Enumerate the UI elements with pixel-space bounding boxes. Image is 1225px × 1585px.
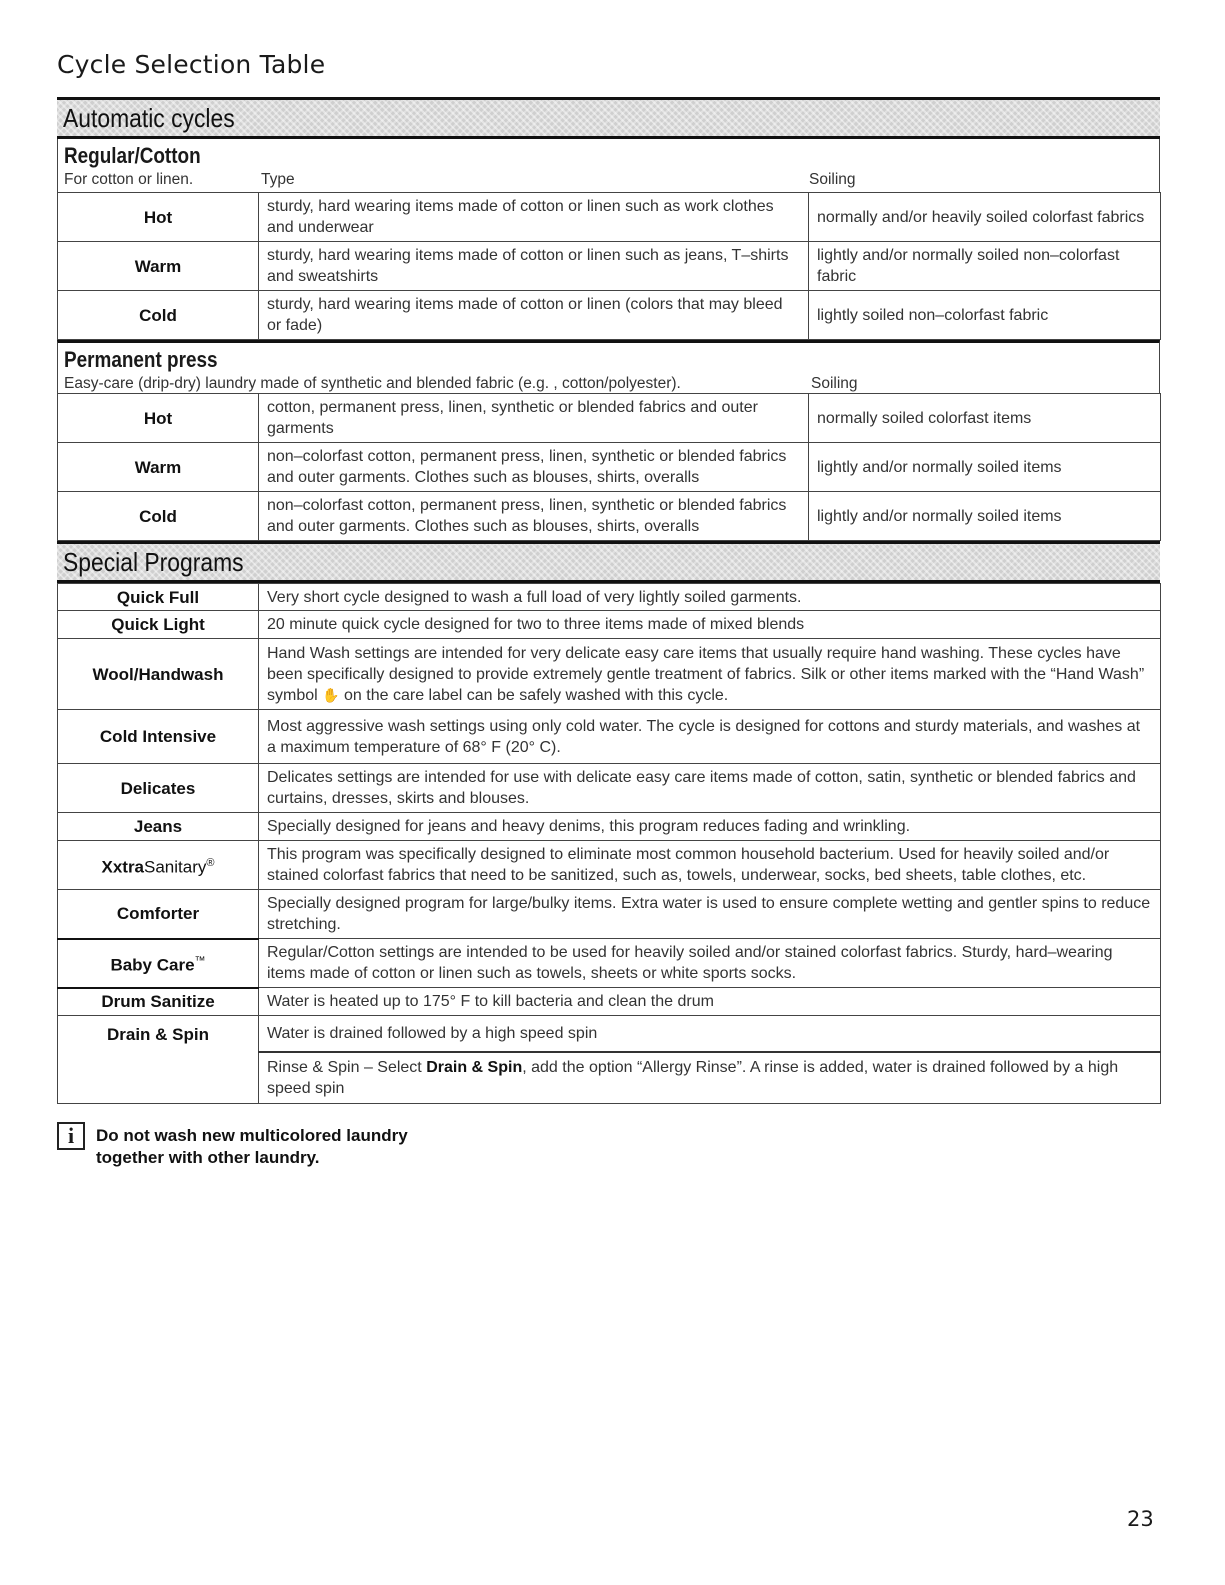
- soiling-cell: normally soiled colorfast items: [809, 394, 1161, 443]
- temp-label: Hot: [58, 193, 259, 242]
- program-desc: Rinse & Spin – Select Drain & Spin, add the option “Allergy Rinse”. A rinse is added, water is drained followed by a high speed spin: [259, 1052, 1161, 1104]
- permanent-press-header: [57, 340, 1160, 393]
- special-programs-table: [57, 583, 1161, 1104]
- type-cell: non–colorfast cotton, permanent press, linen, synthetic or blended fabrics and outer garments. Clothes such as blouses, shirts, overalls: [259, 492, 809, 541]
- special-programs-band: Special Programs: [57, 541, 1160, 583]
- program-desc: Water is drained followed by a high speed spin: [259, 1016, 1161, 1052]
- type-cell: sturdy, hard wearing items made of cotton or linen (colors that may bleed or fade): [259, 291, 809, 340]
- table-row: [58, 291, 1161, 340]
- regular-cotton-title: Regular/Cotton: [64, 143, 201, 168]
- soiling-cell: lightly and/or normally soiled non–colorfast fabric: [809, 242, 1161, 291]
- program-desc: Very short cycle designed to wash a full load of very lightly soiled garments.: [259, 584, 1161, 611]
- type-cell: cotton, permanent press, linen, synthetic or blended fabrics and outer garments: [259, 394, 809, 443]
- registered-mark: ®: [206, 856, 215, 869]
- permanent-press-table: [57, 393, 1161, 541]
- program-label: Comforter: [58, 890, 259, 939]
- regular-cotton-header: [57, 139, 1160, 192]
- soiling-cell: normally and/or heavily soiled colorfast fabrics: [809, 193, 1161, 242]
- soiling-column-header: Soiling: [809, 171, 856, 188]
- table-row: [58, 988, 1161, 1016]
- table-row: [58, 764, 1161, 813]
- temp-label: Warm: [58, 443, 259, 492]
- temp-label: Cold: [58, 291, 259, 340]
- hand-wash-icon: ✋: [322, 686, 340, 703]
- program-label: XxtraSanitary®: [58, 841, 259, 890]
- table-row: [58, 443, 1161, 492]
- table-row: [58, 584, 1161, 611]
- permanent-press-title: Permanent press: [64, 347, 218, 372]
- info-note: Do not wash new multicolored laundry together with other laundry.: [96, 1126, 408, 1167]
- program-label: Baby Care™: [58, 939, 259, 988]
- program-label: Jeans: [58, 813, 259, 841]
- table-row: [58, 710, 1161, 764]
- program-desc: Regular/Cotton settings are intended to be used for heavily soiled and/or stained colorfast fabrics. Sturdy, hard–wearing items made of cotton or linen such as towels, sheets or white sports socks.: [259, 939, 1161, 988]
- type-column-header: Type: [261, 171, 295, 188]
- program-label: Drain & Spin: [58, 1016, 259, 1104]
- type-cell: non–colorfast cotton, permanent press, linen, synthetic or blended fabrics and outer garments. Clothes such as blouses, shirts, overalls: [259, 443, 809, 492]
- info-icon: i: [57, 1122, 85, 1150]
- temp-label: Hot: [58, 394, 259, 443]
- table-row: [58, 492, 1161, 541]
- soiling-column-header: Soiling: [811, 375, 858, 392]
- page-title: Cycle Selection Table: [57, 50, 326, 79]
- cycle-table: [57, 97, 1160, 1104]
- program-desc: 20 minute quick cycle designed for two to three items made of mixed blends: [259, 611, 1161, 639]
- program-label: Wool/Handwash: [58, 639, 259, 710]
- page-number: 23: [1127, 1507, 1154, 1531]
- program-desc: Specially designed for jeans and heavy denims, this program reduces fading and wrinkling.: [259, 813, 1161, 841]
- regular-cotton-table: [57, 192, 1161, 340]
- program-desc: Specially designed program for large/bulky items. Extra water is used to ensure complete wetting and gentler spins to reduce stretching.: [259, 890, 1161, 939]
- table-row: [58, 611, 1161, 639]
- table-row: [58, 939, 1161, 988]
- type-cell: sturdy, hard wearing items made of cotton or linen such as work clothes and underwear: [259, 193, 809, 242]
- program-desc: Most aggressive wash settings using only cold water. The cycle is designed for cottons and sturdy materials, and washes at a maximum temperature of 68° F (20° C).: [259, 710, 1161, 764]
- program-desc: Hand Wash settings are intended for very delicate easy care items that usually require hand washing. These cycles have been specifically designed to provide extremely gentle treatment of fabrics. Silk or other items marked with the “Hand Wash” symbol ✋ on the care label can be safely washed with this cycle.: [259, 639, 1161, 710]
- automatic-cycles-band: Automatic cycles: [57, 97, 1160, 139]
- table-row: [58, 193, 1161, 242]
- program-desc: Delicates settings are intended for use with delicate easy care items made of cotton, satin, synthetic or blended fabrics and curtains, dresses, skirts and blouses.: [259, 764, 1161, 813]
- table-row: [58, 813, 1161, 841]
- table-row: [58, 639, 1161, 710]
- soiling-cell: lightly and/or normally soiled items: [809, 492, 1161, 541]
- program-desc: Water is heated up to 175° F to kill bacteria and clean the drum: [259, 988, 1161, 1016]
- type-cell: sturdy, hard wearing items made of cotton or linen such as jeans, T–shirts and sweatshirts: [259, 242, 809, 291]
- table-row: [58, 242, 1161, 291]
- program-label: Cold Intensive: [58, 710, 259, 764]
- soiling-cell: lightly soiled non–colorfast fabric: [809, 291, 1161, 340]
- permanent-press-subtitle: Easy-care (drip-dry) laundry made of synthetic and blended fabric (e.g. , cotton/polyester).: [64, 375, 681, 392]
- program-label: Quick Light: [58, 611, 259, 639]
- program-label: Drum Sanitize: [58, 988, 259, 1016]
- table-row: [58, 1016, 1161, 1052]
- trademark-mark: ™: [194, 954, 206, 967]
- table-row: [58, 890, 1161, 939]
- table-row: [58, 394, 1161, 443]
- program-desc: This program was specifically designed to eliminate most common household bacterium. Used for heavily soiled and/or stained colorfast fabrics that need to be sanitized, such as, towels, underwear, socks, bed sheets, table clothes, etc.: [259, 841, 1161, 890]
- temp-label: Warm: [58, 242, 259, 291]
- program-label: Quick Full: [58, 584, 259, 611]
- program-label: Delicates: [58, 764, 259, 813]
- table-row: [58, 841, 1161, 890]
- regular-cotton-subtitle: For cotton or linen.: [64, 171, 194, 188]
- temp-label: Cold: [58, 492, 259, 541]
- soiling-cell: lightly and/or normally soiled items: [809, 443, 1161, 492]
